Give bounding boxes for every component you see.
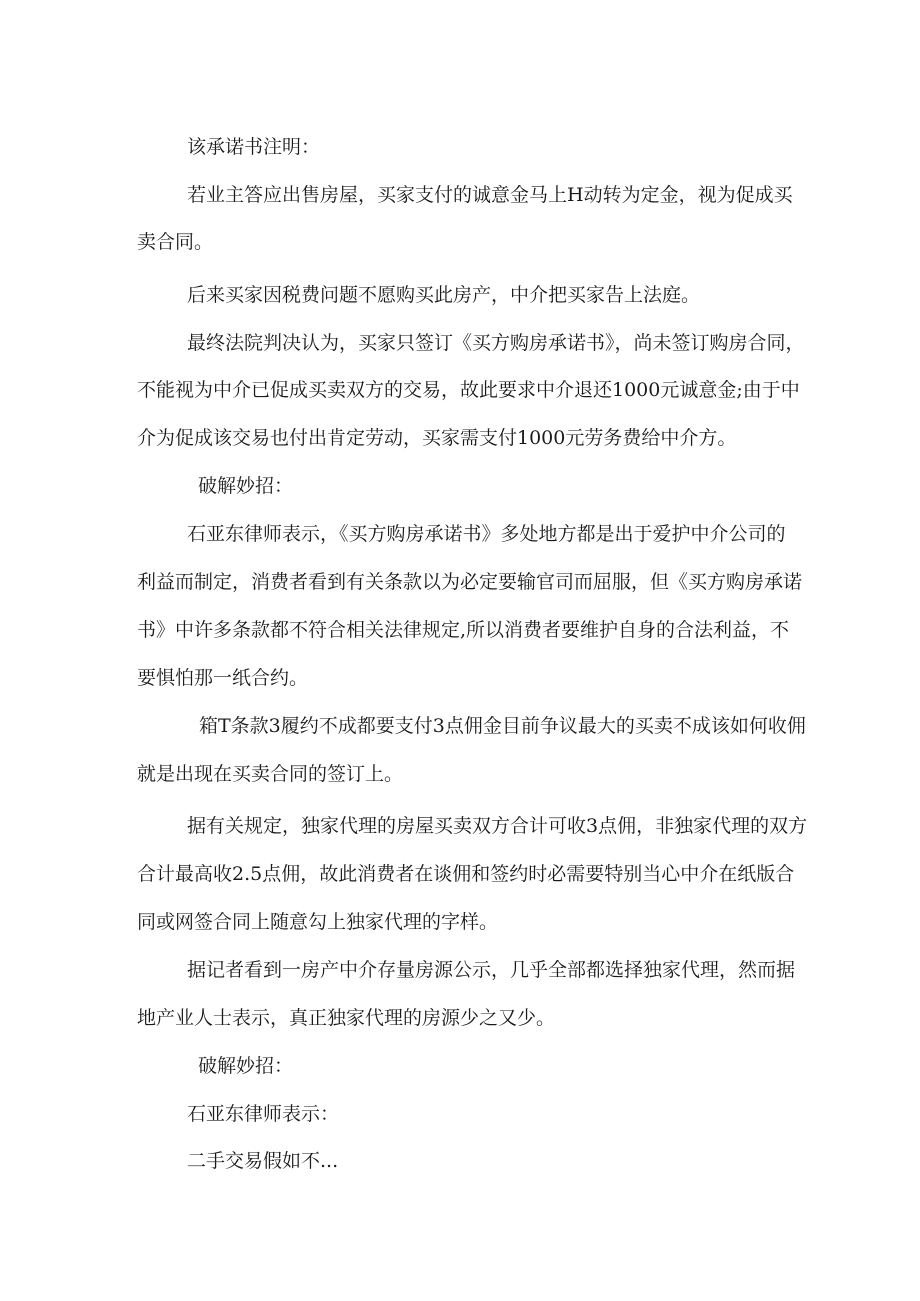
text-line: 不能视为中介已促成买卖双方的交易，故此要求中介退还1000元诚意金;由于中 [137, 379, 800, 401]
text-line: 据记者看到一房产中介存量房源公示，几乎全部都选择独家代理，然而据 [187, 959, 796, 981]
text-line: 要惧怕那一纸合约。 [137, 667, 309, 689]
text-line: 利益而制定，消费者看到有关条款以为必定要输官司而屈服，但《买方购房承诺 [137, 571, 803, 593]
text-line: 后来买家因税费问题不愿购买此房产，中介把买家告上法庭。 [187, 284, 701, 306]
text-line: 石亚东律师表示： [187, 1103, 340, 1125]
text-line: 据有关规定，独家代理的房屋买卖双方合计可收3点佣，非独家代理的双方 [187, 815, 808, 837]
text-line: 最终法院判决认为，买家只签订《买方购房承诺书》，尚未签订购房合同， [187, 332, 805, 354]
text-line: 石亚东律师表示，《买方购房承诺书》多处地方都是出于爱护中介公司的 [187, 523, 786, 545]
text-line: 二手交易假如不... [187, 1150, 339, 1172]
text-line: 卖合同。 [137, 231, 214, 253]
text-line: 该承诺书注明： [187, 136, 321, 158]
text-line: 箱T条款3履约不成都要支付3点佣金目前争议最大的买卖不成该如何收佣 [199, 715, 806, 737]
text-line: 同或网签合同上随意勾上独家代理的字样。 [137, 911, 499, 933]
text-line: 介为促成该交易也付出肯定劳动，买家需支付1000元劳务费给中介方。 [137, 427, 737, 449]
text-line: 地产业人士表示，真正独家代理的房源少之又少。 [137, 1007, 556, 1029]
text-line: 书》中许多条款都不符合相关法律规定,所以消费者要维护自身的合法利益，不 [137, 619, 790, 641]
text-line: 就是出现在买卖合同的签订上。 [137, 763, 404, 785]
section-heading: 破解妙招： [198, 1055, 294, 1077]
text-line: 合计最高收2.5点佣，故此消费者在谈佣和签约时必需要特别当心中介在纸版合 [137, 863, 795, 885]
section-heading: 破解妙招： [198, 475, 294, 497]
text-line: 若业主答应出售房屋，买家支付的诚意金马上H动转为定金，视为促成买 [187, 184, 793, 206]
